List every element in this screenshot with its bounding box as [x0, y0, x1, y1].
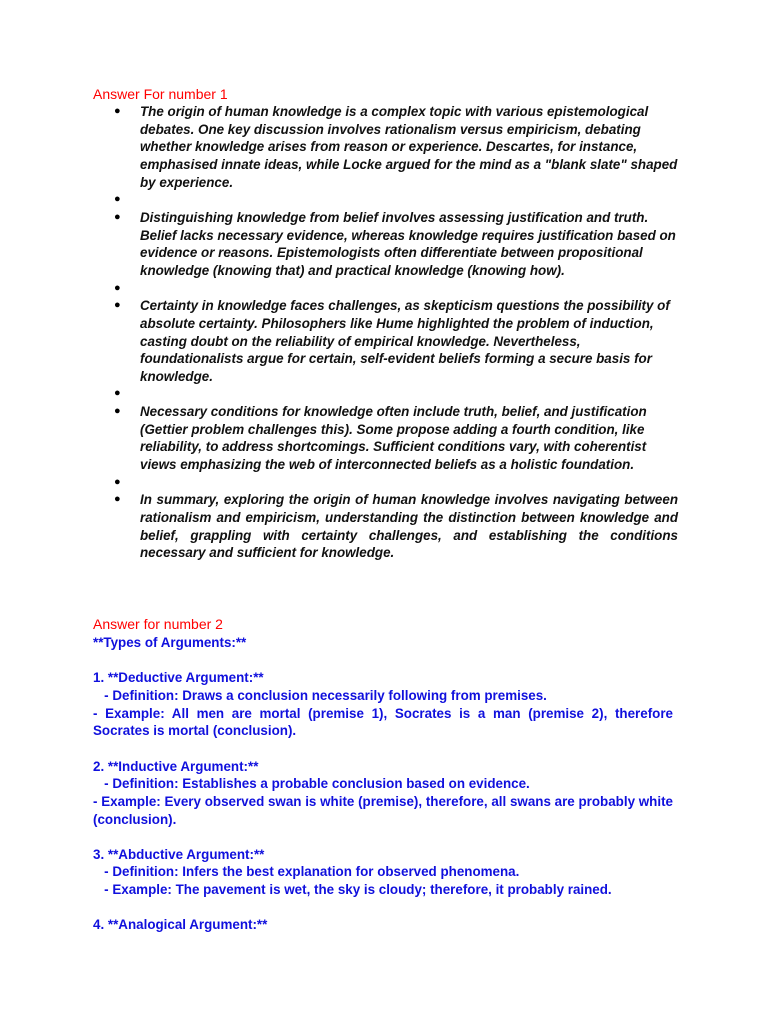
bullet-empty — [93, 191, 678, 209]
answer-1-heading: Answer For number 1 — [93, 86, 228, 102]
answer-1-bullet-list — [93, 103, 678, 562]
blank-line — [93, 740, 673, 758]
deductive-example: - Example: All men are mortal (premise 1), Socrates is a man (premise 2), therefore Socrates is mortal (conclusion). — [93, 705, 673, 739]
abductive-example: - Example: The pavement is wet, the sky is cloudy; therefore, it probably rained. — [93, 882, 612, 898]
analogical-heading: 4. **Analogical Argument:** — [93, 917, 268, 933]
abductive-heading: 3. **Abductive Argument:** — [93, 846, 265, 862]
bullet-knowledge-vs-belief: ● Distinguishing knowledge from belief involves assessing justification and truth. Belief lacks necessary evidence, whereas knowledge requires justification based on evidence or reasons. Epistemologists often differentiate between propositional knowledge (knowing that) and practical knowledge (knowing how). — [93, 209, 678, 280]
bullet-summary: ● In summary, exploring the origin of human knowledge involves navigating between rationalism and empiricism, understanding the distinction between knowledge and belief, grappling with certainty challenges, and establishing the conditions necessary and sufficient for knowledge. — [93, 491, 678, 562]
bullet-origin-of-knowledge: ● The origin of human knowledge is a complex topic with various epistemological debates. One key discussion involves rationalism versus empiricism, debating whether knowledge arises from reason or experience. Descartes, for instance, emphasised innate ideas, while Locke argued for the mind as a "blank slate" shaped by experience. — [93, 103, 678, 191]
arguments-title: **Types of Arguments:** — [93, 635, 247, 650]
deductive-definition: - Definition: Draws a conclusion necessarily following from premises. — [93, 687, 547, 703]
inductive-heading: 2. **Inductive Argument:** — [93, 758, 259, 774]
arguments-section — [93, 634, 673, 934]
bullet-certainty: ● Certainty in knowledge faces challenges, as skepticism questions the possibility of absolute certainty. Philosophers like Hume highlighted the problem of induction, casting doubt on the reliability of empirical knowledge. Nevertheless, foundationalists argue for certain, self-evident beliefs forming a secure basis for knowledge. — [93, 297, 678, 385]
blank-line — [93, 652, 673, 670]
bullet-empty — [93, 280, 678, 298]
answer-2-heading: Answer for number 2 — [93, 616, 223, 632]
bullet-empty — [93, 474, 678, 492]
abductive-definition: - Definition: Infers the best explanation for observed phenomena. — [93, 864, 520, 880]
inductive-example: - Example: Every observed swan is white (premise), therefore, all swans are probably white (conclusion). — [93, 793, 673, 827]
blank-line — [93, 899, 673, 917]
blank-line — [93, 828, 673, 846]
bullet-necessary-conditions: ● Necessary conditions for knowledge often include truth, belief, and justification (Gettier problem challenges this). Some propose adding a fourth condition, like reliability, to address shortcomings. Sufficient conditions vary, with coherentist views emphasizing the web of interconnected beliefs as a holistic foundation. — [93, 403, 678, 474]
bullet-empty — [93, 385, 678, 403]
inductive-definition: - Definition: Establishes a probable conclusion based on evidence. — [93, 776, 530, 792]
deductive-heading: 1. **Deductive Argument:** — [93, 670, 264, 686]
